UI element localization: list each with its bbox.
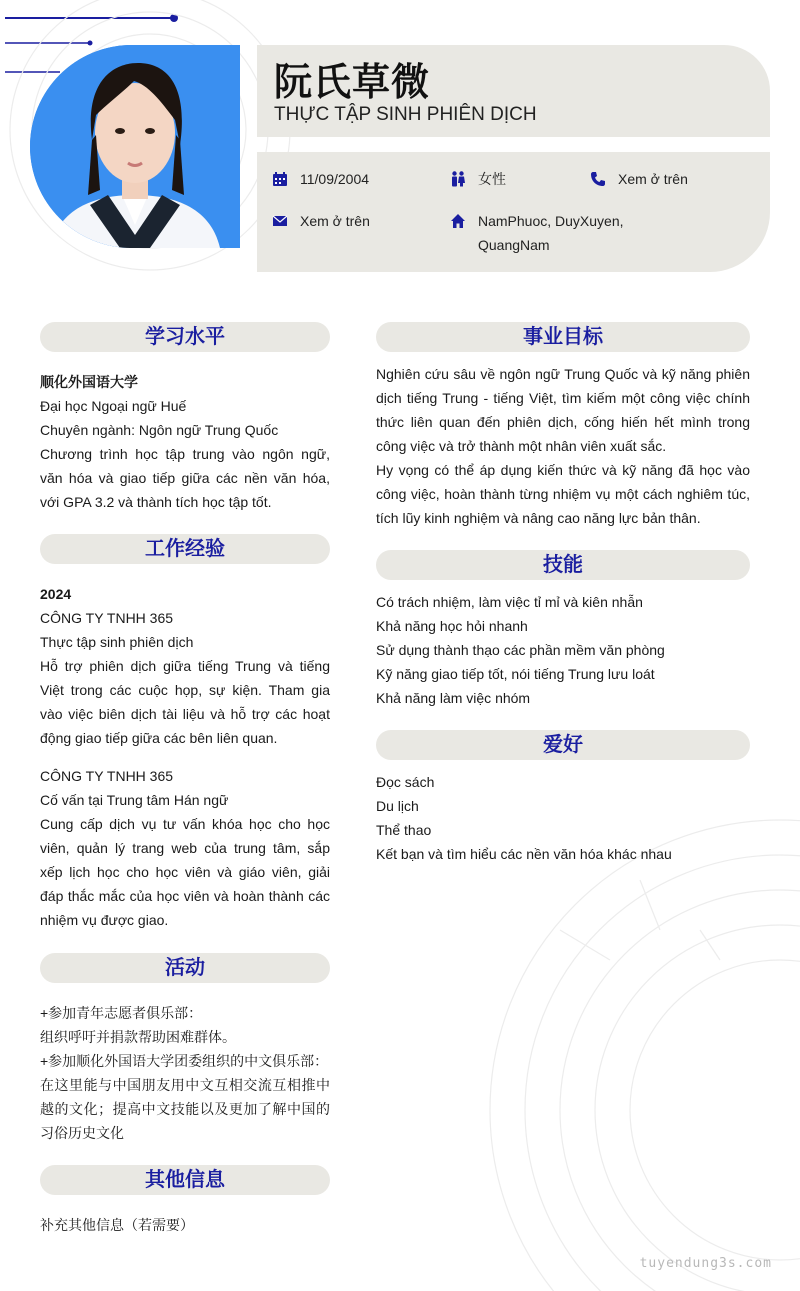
job-title: THỰC TẬP SINH PHIÊN DỊCH xyxy=(274,104,537,125)
major: Chuyên ngành: Ngôn ngữ Trung Quốc xyxy=(40,422,279,438)
other-info-section xyxy=(40,1213,330,1237)
gender-icon xyxy=(450,171,466,187)
activity-item: 组织呼吁并捐款帮助困难群体。 xyxy=(40,1029,236,1045)
other-info-heading: 其他信息 xyxy=(40,1165,330,1195)
skill-item: Có trách nhiệm, làm việc tỉ mỉ và kiên nhẫn xyxy=(376,594,643,610)
hobby-item: Du lịch xyxy=(376,798,419,814)
hobbies-heading: 爱好 xyxy=(376,730,750,760)
activity-item: +参加青年志愿者俱乐部： xyxy=(40,1005,203,1021)
education-heading: 学习水平 xyxy=(40,322,330,352)
activities-heading: 活动 xyxy=(40,953,330,983)
phone-value[interactable]: Xem ở trên xyxy=(618,171,688,187)
skill-item: Khả năng làm việc nhóm xyxy=(376,690,531,706)
other-info-text: 补充其他信息（若需要） xyxy=(40,1217,194,1233)
job-description: Hỗ trợ phiên dịch giữa tiếng Trung và tiếng Việt trong các cuộc họp, sự kiện. Tham gia vào việc biên dịch tài liệu và hỗ trợ các hoạt động giao tiếp giữa các bên liên quan. xyxy=(40,658,330,746)
experience-year: 2024 xyxy=(40,586,72,602)
job-role: Thực tập sinh phiên dịch xyxy=(40,634,194,650)
job-company: CÔNG TY TNHH 365 xyxy=(40,610,174,626)
calendar-icon xyxy=(272,171,288,187)
hobby-item: Kết bạn và tìm hiểu các nền văn hóa khác nhau xyxy=(376,846,672,862)
job-company: CÔNG TY TNHH 365 xyxy=(40,768,174,784)
activities-section xyxy=(40,1001,330,1145)
activity-item: 在这里能与中国朋友用中文互相交流互相推中越的文化；提高中文技能以及更加了解中国的习俗历史文化 xyxy=(40,1077,330,1141)
school-name-zh: 顺化外国语大学 xyxy=(40,374,138,390)
school-name-vi: Đại học Ngoại ngữ Huế xyxy=(40,398,187,414)
objective-paragraph: Hy vọng có thể áp dụng kiến thức và kỹ năng đã học vào công việc, hoàn thành từng nhiệm vụ một cách nghiêm túc, tích lũy kinh nghiệm và nâng cao năng lực bản thân. xyxy=(376,462,750,526)
skills-heading: 技能 xyxy=(376,550,750,580)
contact-panel xyxy=(257,152,770,272)
phone-icon xyxy=(590,171,606,187)
gender-value: 女性 xyxy=(478,171,506,187)
profile-photo xyxy=(30,45,240,248)
skill-item: Sử dụng thành thạo các phần mềm văn phòng xyxy=(376,642,665,658)
education-section xyxy=(40,370,330,514)
objective-paragraph: Nghiên cứu sâu về ngôn ngữ Trung Quốc và kỹ năng phiên dịch tiếng Trung - tiếng Việt, tìm kiếm một công việc chính thức liên quan đến phiên dịch, cống hiến hết mình trong công việc và trở thành một nhân viên xuất sắc. xyxy=(376,366,750,454)
birthday-value: 11/09/2004 xyxy=(300,171,370,187)
skill-item: Kỹ năng giao tiếp tốt, nói tiếng Trung lưu loát xyxy=(376,666,655,682)
avatar-illustration xyxy=(30,45,240,248)
job-role: Cố vấn tại Trung tâm Hán ngữ xyxy=(40,792,229,808)
watermark-site: tuyendung3s.com xyxy=(639,1256,772,1271)
person-name: 阮氏草微 xyxy=(274,62,431,104)
job-description: Cung cấp dịch vụ tư vấn khóa học cho học viên, quản lý trang web của trung tâm, sắp xếp lịch học cho học viên và giáo viên, giải đáp thắc mắc của học viên và hoàn thành các nhiệm vụ được giao. xyxy=(40,816,330,928)
hobbies-section xyxy=(376,770,750,866)
name-panel xyxy=(257,45,770,137)
skills-section xyxy=(376,590,750,710)
email-value[interactable]: Xem ở trên xyxy=(300,213,370,229)
objective-section xyxy=(376,362,750,530)
objective-heading: 事业目标 xyxy=(376,322,750,352)
home-icon xyxy=(450,213,466,229)
mail-icon xyxy=(272,213,288,229)
address-line-2: QuangNam xyxy=(478,237,550,253)
activity-item: +参加顺化外国语大学团委组织的中文俱乐部： xyxy=(40,1053,329,1069)
education-description: Chương trình học tập trung vào ngôn ngữ, văn hóa và giao tiếp giữa các nền văn hóa, với GPA 3.2 và thành tích học tập tốt. xyxy=(40,446,330,510)
address-line-1: NamPhuoc, DuyXuyen, xyxy=(478,213,624,229)
hobby-item: Thể thao xyxy=(376,822,432,838)
skill-item: Khả năng học hỏi nhanh xyxy=(376,618,528,634)
hobby-item: Đọc sách xyxy=(376,774,435,790)
experience-heading: 工作经验 xyxy=(40,534,330,564)
experience-section xyxy=(40,582,330,932)
